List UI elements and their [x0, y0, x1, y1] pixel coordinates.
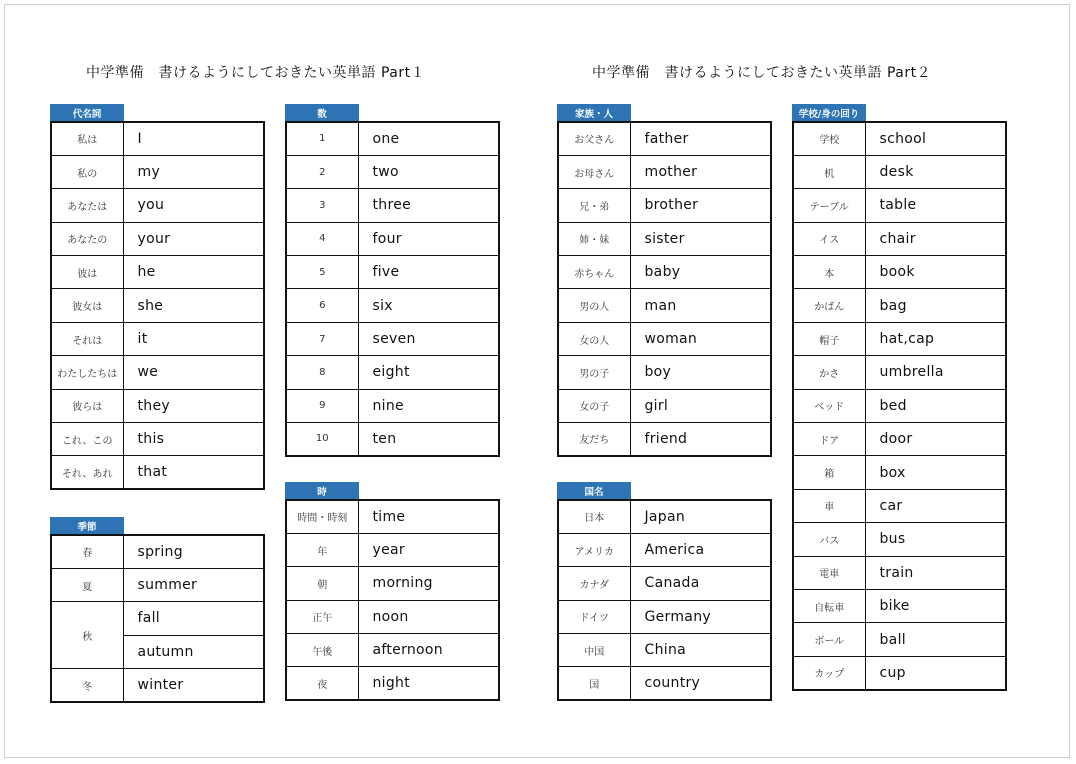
title-part2: 中学準備 書けるようにしておきたい英単語 Part２: [592, 65, 932, 81]
vocab-row: [286, 423, 499, 456]
vocab-table: [557, 121, 772, 457]
english-word: morning: [358, 567, 499, 600]
vocab-row: [558, 423, 771, 456]
english-word: table: [865, 189, 1006, 222]
japanese-term: 時間・時刻: [286, 500, 358, 533]
block-header: 学校/身の回り: [792, 104, 866, 121]
vocab-table: [285, 121, 500, 457]
english-word: five: [358, 256, 499, 289]
block-family: [557, 104, 772, 457]
vocab-row: [51, 602, 264, 635]
vocab-row: [286, 634, 499, 667]
english-word: girl: [630, 389, 771, 422]
vocab-row: [51, 122, 264, 155]
vocab-row: [286, 500, 499, 533]
vocab-row: [558, 256, 771, 289]
english-word: boy: [630, 356, 771, 389]
english-word: ten: [358, 423, 499, 456]
english-word: you: [123, 189, 264, 222]
japanese-term: 春: [51, 535, 123, 568]
english-word: country: [630, 667, 771, 700]
block-time: [285, 482, 500, 701]
english-word: nine: [358, 389, 499, 422]
english-word: bus: [865, 523, 1006, 556]
vocab-row: [286, 533, 499, 566]
japanese-term: 彼は: [51, 256, 123, 289]
english-word: time: [358, 500, 499, 533]
english-word: chair: [865, 222, 1006, 255]
japanese-term: 午後: [286, 634, 358, 667]
block-numbers: [285, 104, 500, 457]
english-word: train: [865, 556, 1006, 589]
vocab-row: [286, 155, 499, 188]
vocab-row: [51, 155, 264, 188]
vocab-row: [793, 656, 1006, 689]
vocab-row: [793, 322, 1006, 355]
japanese-term: 男の子: [558, 356, 630, 389]
english-word: six: [358, 289, 499, 322]
vocab-row: [793, 623, 1006, 656]
vocab-row: [558, 389, 771, 422]
vocab-row: [51, 535, 264, 568]
english-word: Japan: [630, 500, 771, 533]
english-word: three: [358, 189, 499, 222]
japanese-term: ボール: [793, 623, 865, 656]
japanese-term: 年: [286, 533, 358, 566]
vocab-row: [558, 667, 771, 700]
english-word: your: [123, 222, 264, 255]
vocab-row: [793, 289, 1006, 322]
japanese-term: バス: [793, 523, 865, 556]
vocab-row: [51, 289, 264, 322]
title-part1: 中学準備 書けるようにしておきたい英単語 Part１: [86, 65, 426, 81]
vocab-row: [793, 122, 1006, 155]
japanese-term: 自転車: [793, 589, 865, 622]
vocab-row: [286, 189, 499, 222]
english-word: Canada: [630, 567, 771, 600]
english-word: cup: [865, 656, 1006, 689]
japanese-term: 女の子: [558, 389, 630, 422]
vocab-row: [558, 634, 771, 667]
vocab-row: [793, 356, 1006, 389]
vocab-row: [286, 289, 499, 322]
japanese-term: 2: [286, 155, 358, 188]
vocab-row: [51, 423, 264, 456]
vocab-row: [51, 389, 264, 422]
japanese-term: 朝: [286, 567, 358, 600]
japanese-term: 9: [286, 389, 358, 422]
vocab-table: [50, 534, 265, 703]
english-word: fall: [123, 602, 264, 635]
japanese-term: これ、この: [51, 423, 123, 456]
vocab-row: [793, 456, 1006, 489]
vocab-row: [558, 600, 771, 633]
vocab-row: [286, 667, 499, 700]
english-word: box: [865, 456, 1006, 489]
japanese-term: 日本: [558, 500, 630, 533]
block-header: 季節: [50, 517, 124, 534]
english-word: one: [358, 122, 499, 155]
japanese-term: あなたは: [51, 189, 123, 222]
japanese-term: 電車: [793, 556, 865, 589]
japanese-term: わたしたちは: [51, 356, 123, 389]
block-header: 国名: [557, 482, 631, 499]
japanese-term: イス: [793, 222, 865, 255]
japanese-term: カップ: [793, 656, 865, 689]
japanese-term: 夜: [286, 667, 358, 700]
english-word: we: [123, 356, 264, 389]
japanese-term: それ、あれ: [51, 456, 123, 489]
vocab-row: [286, 256, 499, 289]
vocab-row: [286, 356, 499, 389]
english-word: she: [123, 289, 264, 322]
english-word: that: [123, 456, 264, 489]
japanese-term: 正午: [286, 600, 358, 633]
english-word: night: [358, 667, 499, 700]
vocab-row: [286, 600, 499, 633]
vocab-row: [286, 567, 499, 600]
japanese-term: テーブル: [793, 189, 865, 222]
japanese-term: ドア: [793, 423, 865, 456]
block-seasons: [50, 517, 265, 703]
vocab-table: [557, 499, 772, 701]
vocab-row: [558, 533, 771, 566]
japanese-term: お母さん: [558, 155, 630, 188]
english-word: sister: [630, 222, 771, 255]
english-word: ball: [865, 623, 1006, 656]
vocab-row: [793, 155, 1006, 188]
english-word: hat,cap: [865, 322, 1006, 355]
english-word: winter: [123, 669, 264, 702]
block-pronouns: [50, 104, 265, 490]
english-word: four: [358, 222, 499, 255]
japanese-term: かばん: [793, 289, 865, 322]
english-word: Germany: [630, 600, 771, 633]
vocab-row: [286, 322, 499, 355]
english-word: China: [630, 634, 771, 667]
vocab-row: [793, 189, 1006, 222]
japanese-term: アメリカ: [558, 533, 630, 566]
vocab-row: [793, 222, 1006, 255]
block-header: 家族・人: [557, 104, 631, 121]
english-word: friend: [630, 423, 771, 456]
japanese-term: 学校: [793, 122, 865, 155]
vocab-table: [792, 121, 1007, 691]
japanese-term: かさ: [793, 356, 865, 389]
block-header: 数: [285, 104, 359, 121]
japanese-term: 本: [793, 256, 865, 289]
english-word: bed: [865, 389, 1006, 422]
english-word: school: [865, 122, 1006, 155]
japanese-term: 兄・弟: [558, 189, 630, 222]
english-word: father: [630, 122, 771, 155]
japanese-term: 私は: [51, 122, 123, 155]
vocab-row: [558, 567, 771, 600]
japanese-term: 車: [793, 489, 865, 522]
vocab-row: [286, 389, 499, 422]
english-word: woman: [630, 322, 771, 355]
vocab-row: [793, 523, 1006, 556]
english-word: car: [865, 489, 1006, 522]
japanese-term: 国: [558, 667, 630, 700]
vocab-row: [51, 222, 264, 255]
english-word: seven: [358, 322, 499, 355]
english-word: noon: [358, 600, 499, 633]
japanese-term: 10: [286, 423, 358, 456]
japanese-term: カナダ: [558, 567, 630, 600]
vocab-row: [558, 322, 771, 355]
vocab-row: [51, 189, 264, 222]
vocab-row: [558, 222, 771, 255]
japanese-term: 4: [286, 222, 358, 255]
english-word: man: [630, 289, 771, 322]
japanese-term: ドイツ: [558, 600, 630, 633]
japanese-term: 6: [286, 289, 358, 322]
japanese-term: 3: [286, 189, 358, 222]
japanese-term: お父さん: [558, 122, 630, 155]
block-header: 時: [285, 482, 359, 499]
english-word: umbrella: [865, 356, 1006, 389]
english-word: summer: [123, 568, 264, 601]
vocab-row: [793, 423, 1006, 456]
vocab-row: [558, 356, 771, 389]
english-word: my: [123, 155, 264, 188]
block-header: 代名詞: [50, 104, 124, 121]
english-word: they: [123, 389, 264, 422]
english-word: year: [358, 533, 499, 566]
japanese-term: 中国: [558, 634, 630, 667]
japanese-term: 夏: [51, 568, 123, 601]
japanese-term: 男の人: [558, 289, 630, 322]
english-word: I: [123, 122, 264, 155]
vocab-row: [558, 155, 771, 188]
japanese-term: 秋: [51, 602, 123, 669]
japanese-term: 7: [286, 322, 358, 355]
japanese-term: 箱: [793, 456, 865, 489]
vocab-row: [286, 222, 499, 255]
english-word: America: [630, 533, 771, 566]
vocab-row: [51, 568, 264, 601]
japanese-term: 彼女は: [51, 289, 123, 322]
japanese-term: 姉・妹: [558, 222, 630, 255]
japanese-term: 5: [286, 256, 358, 289]
vocab-row: [558, 122, 771, 155]
block-school: [792, 104, 1007, 691]
english-word: this: [123, 423, 264, 456]
japanese-term: 机: [793, 155, 865, 188]
japanese-term: 彼らは: [51, 389, 123, 422]
vocab-row: [793, 589, 1006, 622]
vocab-row: [793, 556, 1006, 589]
japanese-term: 友だち: [558, 423, 630, 456]
japanese-term: ベッド: [793, 389, 865, 422]
japanese-term: 私の: [51, 155, 123, 188]
english-word: brother: [630, 189, 771, 222]
english-word: spring: [123, 535, 264, 568]
block-countries: [557, 482, 772, 701]
japanese-term: 帽子: [793, 322, 865, 355]
vocab-row: [793, 489, 1006, 522]
japanese-term: 冬: [51, 669, 123, 702]
vocab-row: [558, 189, 771, 222]
japanese-term: 女の人: [558, 322, 630, 355]
english-word: it: [123, 322, 264, 355]
japanese-term: それは: [51, 322, 123, 355]
vocab-row: [51, 322, 264, 355]
vocab-row: [793, 389, 1006, 422]
japanese-term: 8: [286, 356, 358, 389]
vocab-row: [51, 256, 264, 289]
english-word: autumn: [123, 635, 264, 668]
english-word: bike: [865, 589, 1006, 622]
english-word: baby: [630, 256, 771, 289]
vocab-row: [558, 500, 771, 533]
vocab-row: [793, 256, 1006, 289]
english-word: eight: [358, 356, 499, 389]
english-word: mother: [630, 155, 771, 188]
japanese-term: あなたの: [51, 222, 123, 255]
vocab-row: [51, 669, 264, 702]
english-word: afternoon: [358, 634, 499, 667]
english-word: bag: [865, 289, 1006, 322]
japanese-term: 1: [286, 122, 358, 155]
vocab-row: [286, 122, 499, 155]
vocab-table: [285, 499, 500, 701]
english-word: book: [865, 256, 1006, 289]
vocab-row: [51, 356, 264, 389]
vocab-row: [51, 456, 264, 489]
english-word: desk: [865, 155, 1006, 188]
english-word: he: [123, 256, 264, 289]
english-word: door: [865, 423, 1006, 456]
japanese-term: 赤ちゃん: [558, 256, 630, 289]
vocab-row: [558, 289, 771, 322]
english-word: two: [358, 155, 499, 188]
vocab-table: [50, 121, 265, 490]
